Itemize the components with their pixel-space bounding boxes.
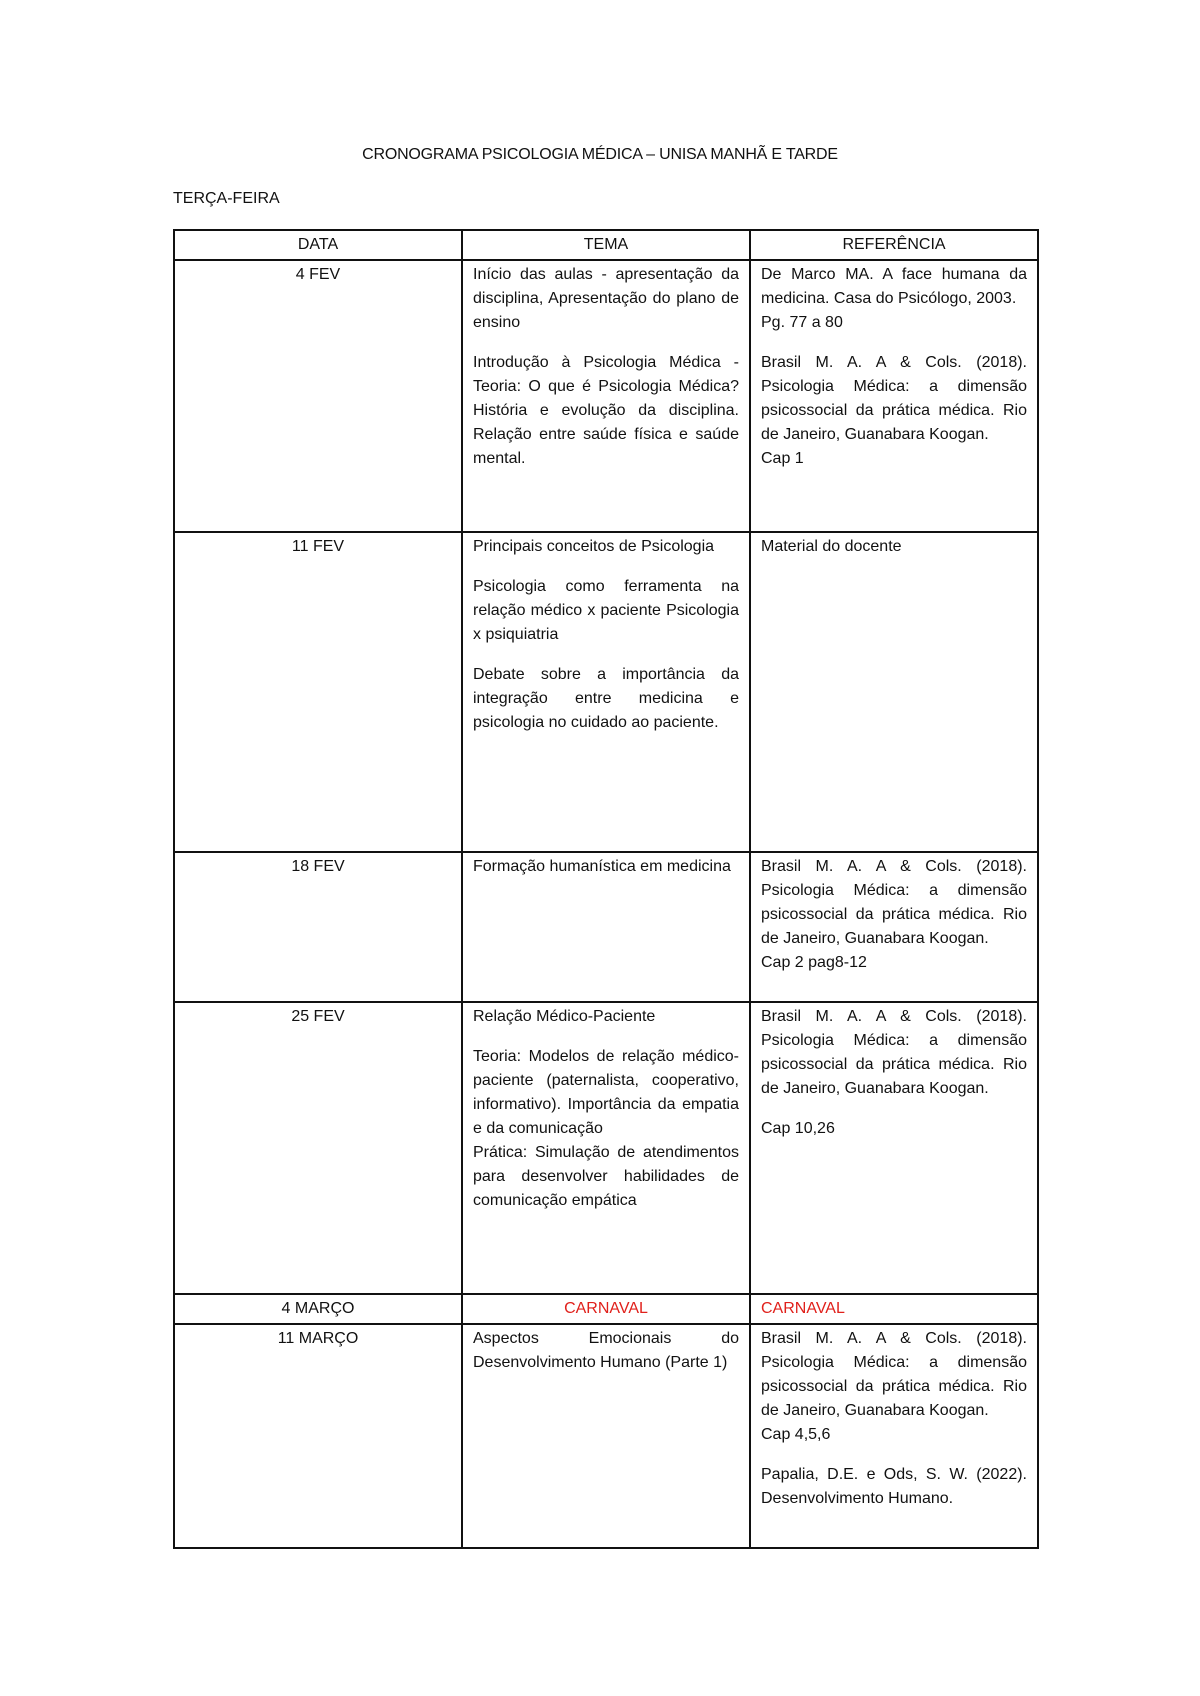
tema-cell	[462, 1324, 750, 1548]
holiday-cell: CARNAVAL	[750, 1294, 1038, 1324]
tema-text: Prática: Simulação de atendimentos para desenvolver habilidades de comunicação empática	[473, 1144, 739, 1209]
date-cell: 18 FEV	[174, 852, 462, 1002]
date-cell: 4 FEV	[174, 260, 462, 532]
referencia-text: Cap 1	[761, 450, 804, 467]
tema-cell	[462, 532, 750, 852]
table-row	[174, 1294, 1038, 1324]
referencia-text: Cap 2 pag8-12	[761, 954, 867, 971]
holiday-cell: CARNAVAL	[462, 1294, 750, 1324]
header-referencia: REFERÊNCIA	[750, 230, 1038, 260]
header-date: DATA	[174, 230, 462, 260]
document-title: CRONOGRAMA PSICOLOGIA MÉDICA – UNISA MANHÃ E TARDE	[362, 146, 838, 163]
referencia-text: Cap 10,26	[761, 1120, 835, 1137]
referencia-cell	[750, 532, 1038, 852]
tema-text: Principais conceitos de Psicologia	[473, 538, 715, 555]
table-row	[174, 260, 1038, 532]
referencia-text: Cap 4,5,6	[761, 1426, 831, 1443]
referencia-text: Material do docente	[761, 538, 902, 555]
tema-text: Relação Médico-Paciente	[473, 1008, 656, 1025]
table-row	[174, 1002, 1038, 1294]
date-cell: 25 FEV	[174, 1002, 462, 1294]
tema-text: Formação humanística em medicina	[473, 858, 731, 875]
table-row	[174, 1324, 1038, 1548]
referencia-text: Brasil M. A. A & Cols. (2018). Psicologia Médica: a dimensão psicossocial da prática médica. Rio de Janeiro, Guanabara Koogan.	[761, 1008, 1027, 1097]
tema-text: Introdução à Psicologia Médica - Teoria: O que é Psicologia Médica? História e evolução da disciplina. Relação entre saúde física e saúde mental.	[473, 354, 739, 467]
date-cell: 4 MARÇO	[174, 1294, 462, 1324]
date-cell: 11 MARÇO	[174, 1324, 462, 1548]
referencia-cell	[750, 1324, 1038, 1548]
schedule-table	[173, 229, 1039, 1549]
referencia-text: Papalia, D.E. e Ods, S. W. (2022). Desenvolvimento Humano.	[761, 1466, 1027, 1507]
tema-cell	[462, 852, 750, 1002]
tema-text: Aspectos Emocionais do Desenvolvimento Humano (Parte 1)	[473, 1330, 739, 1371]
tema-text: Teoria: Modelos de relação médico-paciente (paternalista, cooperativo, informativo). Importância da empatia e da comunicação	[473, 1048, 739, 1137]
referencia-text: Brasil M. A. A & Cols. (2018). Psicologia Médica: a dimensão psicossocial da prática médica. Rio de Janeiro, Guanabara Koogan.	[761, 354, 1027, 443]
date-cell: 11 FEV	[174, 532, 462, 852]
referencia-cell	[750, 852, 1038, 1002]
tema-text: Início das aulas - apresentação da disciplina, Apresentação do plano de ensino	[473, 266, 739, 331]
tema-text: Debate sobre a importância da integração entre medicina e psicologia no cuidado ao paciente.	[473, 666, 739, 731]
tema-text: Psicologia como ferramenta na relação médico x paciente Psicologia x psiquiatria	[473, 578, 739, 643]
tema-cell	[462, 1002, 750, 1294]
table-row	[174, 532, 1038, 852]
referencia-text: Brasil M. A. A & Cols. (2018). Psicologia Médica: a dimensão psicossocial da prática médica. Rio de Janeiro, Guanabara Koogan.	[761, 1330, 1027, 1419]
header-tema: TEMA	[462, 230, 750, 260]
table-row	[174, 852, 1038, 1002]
referencia-cell	[750, 1002, 1038, 1294]
table-header-row	[174, 230, 1038, 260]
referencia-cell	[750, 260, 1038, 532]
referencia-text: Pg. 77 a 80	[761, 314, 843, 331]
tema-cell	[462, 260, 750, 532]
referencia-text: Brasil M. A. A & Cols. (2018). Psicologia Médica: a dimensão psicossocial da prática médica. Rio de Janeiro, Guanabara Koogan.	[761, 858, 1027, 947]
referencia-text: De Marco MA. A face humana da medicina. Casa do Psicólogo, 2003.	[761, 266, 1027, 307]
weekday-label: TERÇA-FEIRA	[173, 190, 280, 207]
